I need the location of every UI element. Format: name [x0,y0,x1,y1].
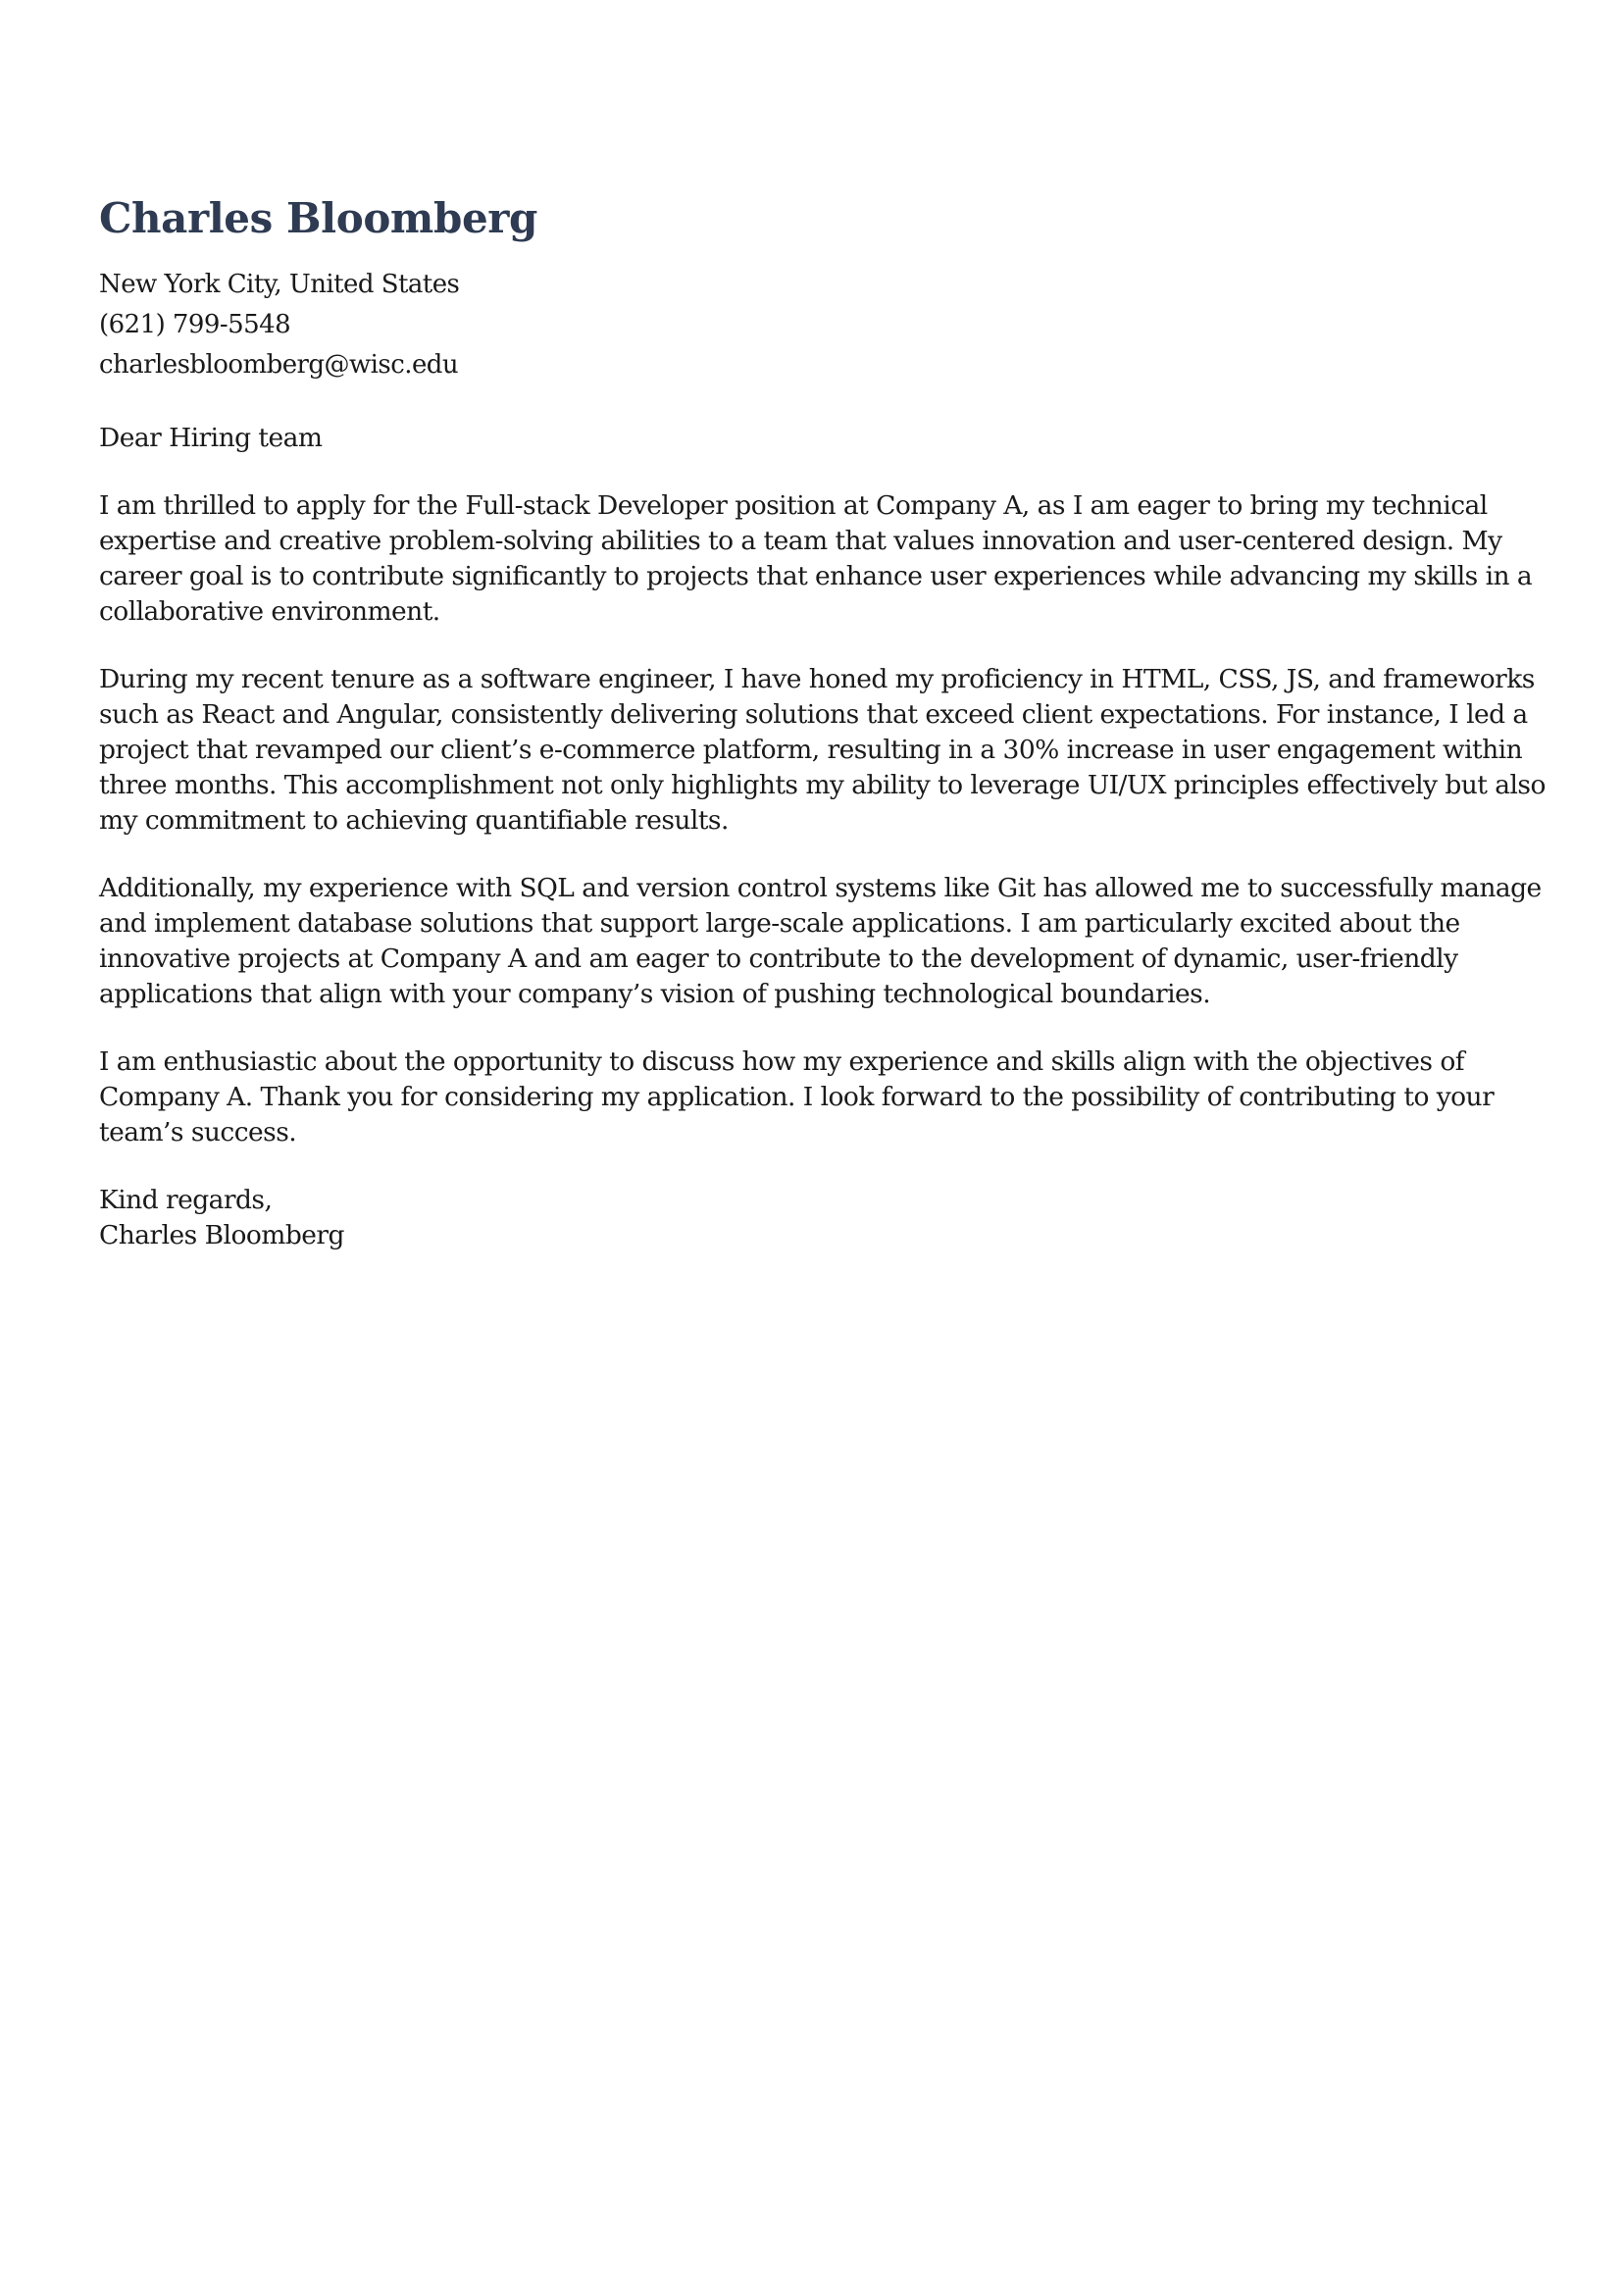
location: New York City, United States [99,270,460,300]
body-paragraph: During my recent tenure as a software engineer, I have honed my proficiency in HTML, CSS, JS, and frameworks such as React and Angular, consistently delivering solutions that exceed client expectations. For instance, I led a project that revamped our client’s e-commerce platform, resulting in a 30% increase in user engagement within three months. This accomplishment not only highlights my ability to leverage UI/UX principles effectively but also my commitment to achieving quantifiable results. [99,664,1546,837]
salutation: Dear Hiring team [99,423,323,454]
applicant-name: Charles Bloomberg [99,194,537,242]
body-paragraph: Additionally, my experience with SQL and version control systems like Git has allowed me to successfully manage and implement database solutions that support large-scale applications. I am particularly excited about the innovative projects at Company A and am eager to contribute to the development of dynamic, user-friendly applications that align with your company’s vision of pushing technological boundaries. [99,873,1542,1010]
closing-phrase: Kind regards, [99,1185,273,1216]
body-paragraph: I am thrilled to apply for the Full-stack Developer position at Company A, as I am eager to bring my technical expertise and creative problem-solving abilities to a team that values innovation and user-centered design. My career goal is to contribute significantly to projects that enhance user experiences while advancing my skills in a collaborative environment. [99,490,1533,628]
body-paragraph: I am enthusiastic about the opportunity to discuss how my experience and skills align with the objectives of Company A. Thank you for considering my application. I look forward to the possibility of contributing to your team’s success. [99,1046,1495,1148]
cover-letter [99,194,1550,1253]
email: charlesbloomberg@wisc.edu [99,350,459,381]
contact-block [99,265,1550,385]
signature: Charles Bloomberg [99,1220,344,1251]
closing-block [99,1183,1550,1253]
phone: (621) 799-5548 [99,310,291,340]
